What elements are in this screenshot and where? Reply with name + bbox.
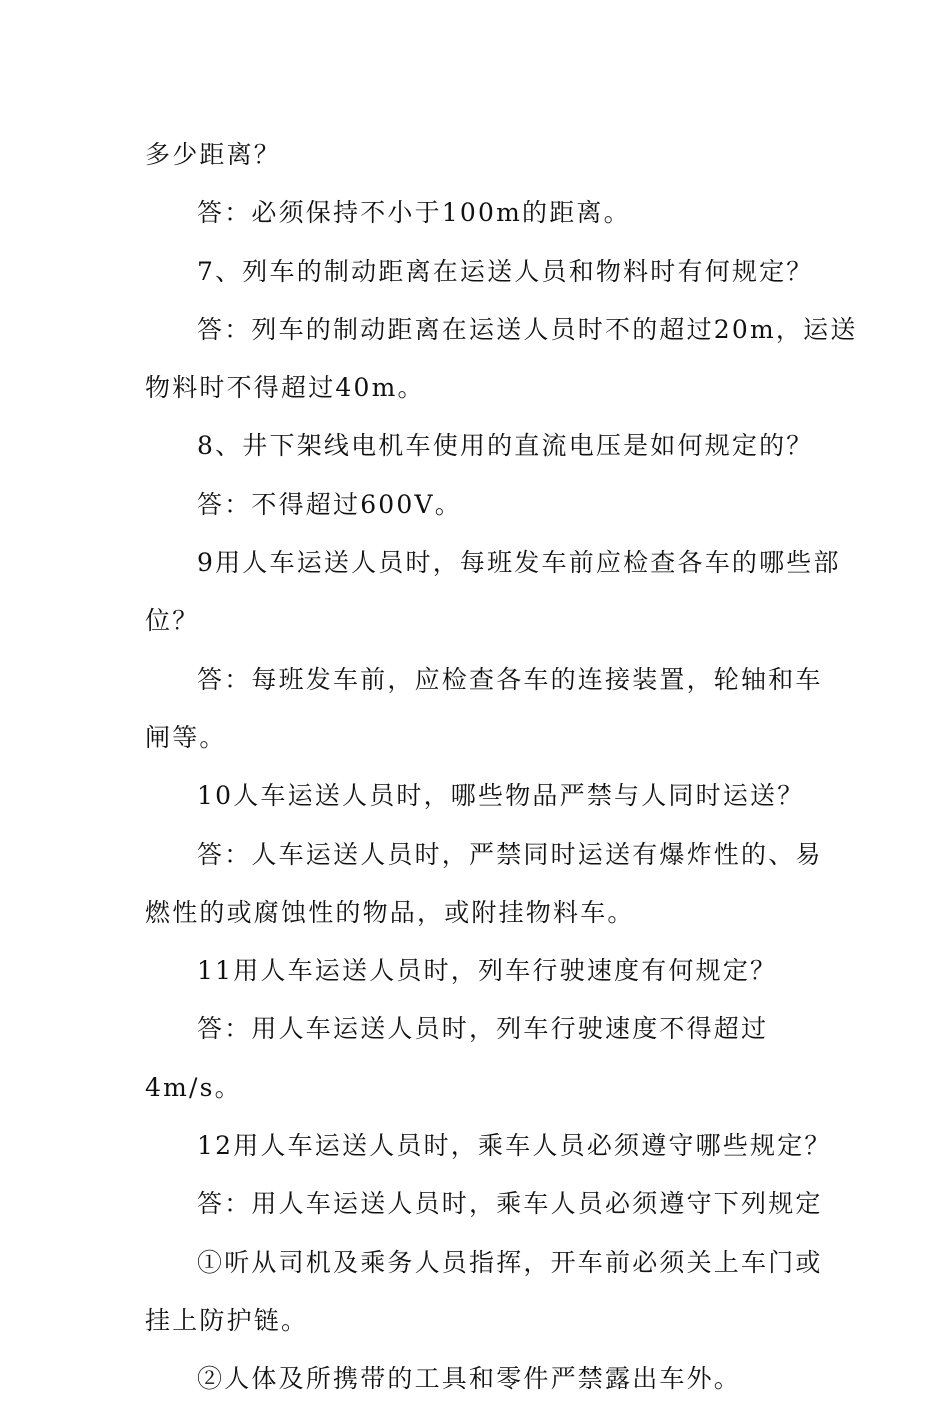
text-line: 8、井下架线电机车使用的直流电压是如何规定的？: [197, 431, 814, 461]
text-line: 9用人车运送人员时，每班发车前应检查各车的哪些部: [197, 548, 841, 578]
document-body: [145, 126, 858, 1409]
text-line: 4m/s。: [145, 1072, 242, 1102]
text-line: 闸等。: [145, 722, 227, 752]
text-line: 11用人车运送人员时，列车行驶速度有何规定？: [197, 956, 778, 986]
text-line: 答：人车运送人员时，严禁同时运送有爆炸性的、易: [197, 839, 823, 869]
text-line: ①听从司机及乘务人员指挥，开车前必须关上车门或: [197, 1247, 823, 1277]
text-line: 答：每班发车前，应检查各车的连接装置，轮轴和车: [197, 664, 823, 694]
text-line: 答：不得超过600V。: [197, 489, 462, 519]
text-line: 物料时不得超过40m。: [145, 373, 425, 403]
text-line: ②人体及所携带的工具和零件严禁露出车外。: [197, 1364, 742, 1394]
text-line: 7、列车的制动距离在运送人员和物料时有何规定？: [197, 256, 814, 286]
text-line: 多少距离？: [145, 140, 282, 169]
text-line: 答：用人车运送人员时，列车行驶速度不得超过: [197, 1014, 769, 1044]
text-line: 位？: [145, 606, 200, 636]
text-line: 燃性的或腐蚀性的物品，或附挂物料车。: [145, 897, 635, 927]
text-line: 答：用人车运送人员时，乘车人员必须遵守下列规定: [197, 1189, 823, 1219]
text-line: 答：列车的制动距离在运送人员时不的超过20m，运送: [197, 314, 858, 344]
text-line: 10人车运送人员时，哪些物品严禁与人同时运送？: [197, 781, 805, 811]
text-line: 挂上防护链。: [145, 1305, 309, 1335]
text-line: 12用人车运送人员时，乘车人员必须遵守哪些规定？: [197, 1131, 832, 1161]
text-line: 答：必须保持不小于100m的距离。: [197, 198, 631, 228]
